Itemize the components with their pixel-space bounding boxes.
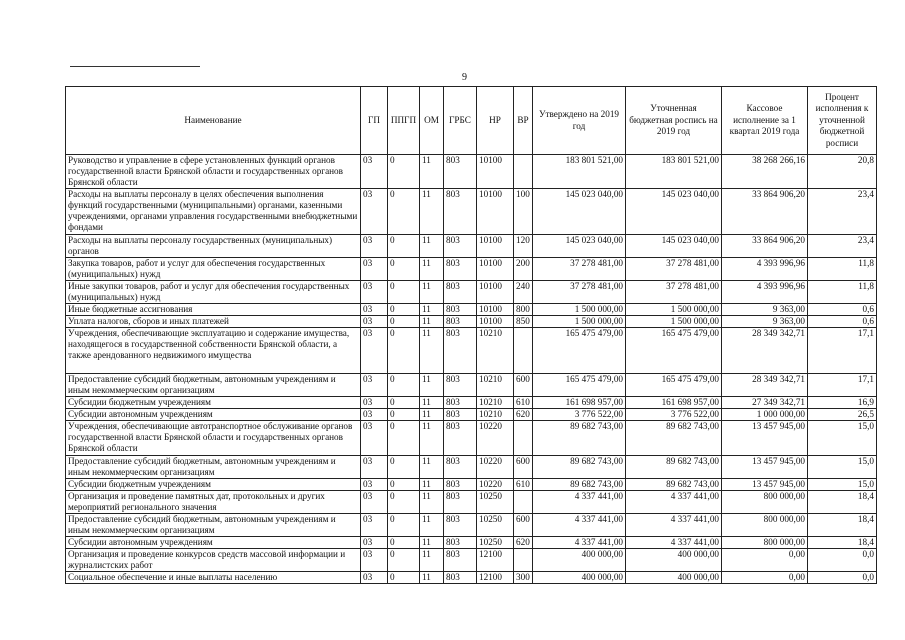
cell-vr: 620 <box>514 409 533 421</box>
cell-ppgp: 0 <box>388 421 420 456</box>
cell-ppgp: 0 <box>388 189 420 235</box>
cell-grbs: 803 <box>444 316 477 328</box>
cell-percent: 17,1 <box>808 374 877 397</box>
cell-np: 10210 <box>477 328 514 374</box>
cell-np: 10220 <box>477 456 514 479</box>
cell-gp: 03 <box>361 189 388 235</box>
cell-ppgp: 0 <box>388 479 420 491</box>
cell-om: 11 <box>420 537 444 549</box>
cell-np: 10100 <box>477 189 514 235</box>
cell-percent: 0,0 <box>808 572 877 584</box>
cell-grbs: 803 <box>444 374 477 397</box>
cell-refined: 89 682 743,00 <box>626 456 722 479</box>
header-ppgp: ППГП <box>388 87 420 155</box>
cell-percent: 0,6 <box>808 304 877 316</box>
table-row <box>66 491 877 514</box>
cell-grbs: 803 <box>444 304 477 316</box>
cell-vr <box>514 549 533 572</box>
cell-om: 11 <box>420 421 444 456</box>
cell-approved: 400 000,00 <box>533 572 626 584</box>
cell-approved: 89 682 743,00 <box>533 456 626 479</box>
cell-grbs: 803 <box>444 456 477 479</box>
cell-grbs: 803 <box>444 409 477 421</box>
cell-grbs: 803 <box>444 549 477 572</box>
cell-name: Субсидии автономным учреждениям <box>66 537 361 549</box>
cell-refined: 400 000,00 <box>626 549 722 572</box>
cell-np: 10250 <box>477 537 514 549</box>
header-approved: Утверждено на 2019 год <box>533 87 626 155</box>
cell-refined: 4 337 441,00 <box>626 514 722 537</box>
cell-ppgp: 0 <box>388 235 420 258</box>
cell-om: 11 <box>420 316 444 328</box>
cell-approved: 145 023 040,00 <box>533 189 626 235</box>
cell-gp: 03 <box>361 235 388 258</box>
cell-name: Предоставление субсидий бюджетным, автономным учреждениям и иным некоммерческим организациям <box>66 514 361 537</box>
cell-cash: 27 349 342,71 <box>722 397 808 409</box>
cell-approved: 183 801 521,00 <box>533 155 626 189</box>
cell-approved: 37 278 481,00 <box>533 258 626 281</box>
header-name: Наименование <box>66 87 361 155</box>
header-refined: Уточненная бюджетная роспись на 2019 год <box>626 87 722 155</box>
cell-om: 11 <box>420 304 444 316</box>
cell-vr: 800 <box>514 304 533 316</box>
cell-gp: 03 <box>361 328 388 374</box>
table-row <box>66 537 877 549</box>
cell-percent: 18,4 <box>808 537 877 549</box>
cell-ppgp: 0 <box>388 537 420 549</box>
cell-name: Уплата налогов, сборов и иных платежей <box>66 316 361 328</box>
cell-gp: 03 <box>361 572 388 584</box>
cell-name: Организация и проведение конкурсов средств массовой информации и журналистских работ <box>66 549 361 572</box>
table-row <box>66 304 877 316</box>
cell-grbs: 803 <box>444 479 477 491</box>
cell-np: 10220 <box>477 479 514 491</box>
cell-name: Иные закупки товаров, работ и услуг для обеспечения государственных (муниципальных) нужд <box>66 281 361 304</box>
cell-np: 10100 <box>477 155 514 189</box>
cell-name: Социальное обеспечение и иные выплаты населению <box>66 572 361 584</box>
cell-ppgp: 0 <box>388 281 420 304</box>
cell-np: 10100 <box>477 281 514 304</box>
cell-vr: 610 <box>514 397 533 409</box>
cell-ppgp: 0 <box>388 258 420 281</box>
cell-cash: 800 000,00 <box>722 514 808 537</box>
cell-percent: 0,6 <box>808 316 877 328</box>
cell-percent: 23,4 <box>808 235 877 258</box>
header-gp: ГП <box>361 87 388 155</box>
cell-om: 11 <box>420 456 444 479</box>
top-rule <box>70 66 200 67</box>
cell-cash: 800 000,00 <box>722 537 808 549</box>
cell-percent: 11,8 <box>808 281 877 304</box>
cell-np: 10100 <box>477 235 514 258</box>
table-row <box>66 235 877 258</box>
cell-vr: 120 <box>514 235 533 258</box>
cell-np: 10210 <box>477 374 514 397</box>
cell-refined: 165 475 479,00 <box>626 328 722 374</box>
cell-gp: 03 <box>361 491 388 514</box>
cell-grbs: 803 <box>444 537 477 549</box>
cell-gp: 03 <box>361 374 388 397</box>
table-row <box>66 189 877 235</box>
cell-approved: 4 337 441,00 <box>533 491 626 514</box>
cell-name: Расходы на выплаты персоналу государственных (муниципальных) органов <box>66 235 361 258</box>
table-row <box>66 316 877 328</box>
cell-grbs: 803 <box>444 281 477 304</box>
cell-gp: 03 <box>361 421 388 456</box>
cell-gp: 03 <box>361 397 388 409</box>
cell-ppgp: 0 <box>388 514 420 537</box>
cell-grbs: 803 <box>444 421 477 456</box>
cell-name: Закупка товаров, работ и услуг для обеспечения государственных (муниципальных) нужд <box>66 258 361 281</box>
cell-refined: 145 023 040,00 <box>626 235 722 258</box>
cell-vr <box>514 155 533 189</box>
cell-refined: 4 337 441,00 <box>626 537 722 549</box>
cell-gp: 03 <box>361 281 388 304</box>
cell-cash: 33 864 906,20 <box>722 235 808 258</box>
cell-approved: 145 023 040,00 <box>533 235 626 258</box>
cell-om: 11 <box>420 549 444 572</box>
cell-vr: 100 <box>514 189 533 235</box>
cell-om: 11 <box>420 491 444 514</box>
cell-vr: 300 <box>514 572 533 584</box>
cell-cash: 13 457 945,00 <box>722 479 808 491</box>
header-percent: Процент исполнения к уточненной бюджетной росписи <box>808 87 877 155</box>
cell-om: 11 <box>420 572 444 584</box>
cell-grbs: 803 <box>444 258 477 281</box>
cell-refined: 1 500 000,00 <box>626 316 722 328</box>
cell-percent: 15,0 <box>808 479 877 491</box>
cell-name: Организация и проведение памятных дат, протокольных и других мероприятий регионального значения <box>66 491 361 514</box>
table-row <box>66 572 877 584</box>
cell-cash: 0,00 <box>722 572 808 584</box>
cell-np: 10100 <box>477 304 514 316</box>
cell-percent: 18,4 <box>808 491 877 514</box>
cell-grbs: 803 <box>444 235 477 258</box>
cell-om: 11 <box>420 155 444 189</box>
cell-name: Предоставление субсидий бюджетным, автономным учреждениям и иным некоммерческим организациям <box>66 456 361 479</box>
cell-vr: 620 <box>514 537 533 549</box>
cell-approved: 1 500 000,00 <box>533 316 626 328</box>
budget-table <box>65 86 877 584</box>
cell-refined: 145 023 040,00 <box>626 189 722 235</box>
header-om: ОМ <box>420 87 444 155</box>
cell-approved: 3 776 522,00 <box>533 409 626 421</box>
cell-cash: 4 393 996,96 <box>722 258 808 281</box>
cell-vr: 850 <box>514 316 533 328</box>
cell-ppgp: 0 <box>388 409 420 421</box>
table-row <box>66 155 877 189</box>
cell-cash: 28 349 342,71 <box>722 328 808 374</box>
cell-grbs: 803 <box>444 328 477 374</box>
table-row <box>66 549 877 572</box>
cell-vr: 240 <box>514 281 533 304</box>
cell-om: 11 <box>420 258 444 281</box>
cell-grbs: 803 <box>444 514 477 537</box>
cell-vr: 600 <box>514 374 533 397</box>
cell-name: Учреждения, обеспечивающие эксплуатацию и содержание имущества, находящегося в государственной собственности Брянской области, а также арендованного недвижимого имущества <box>66 328 361 374</box>
cell-refined: 165 475 479,00 <box>626 374 722 397</box>
cell-percent: 18,4 <box>808 514 877 537</box>
cell-gp: 03 <box>361 304 388 316</box>
cell-refined: 89 682 743,00 <box>626 421 722 456</box>
cell-vr: 600 <box>514 456 533 479</box>
cell-percent: 20,8 <box>808 155 877 189</box>
cell-ppgp: 0 <box>388 304 420 316</box>
cell-vr <box>514 491 533 514</box>
cell-cash: 1 000 000,00 <box>722 409 808 421</box>
cell-percent: 11,8 <box>808 258 877 281</box>
cell-refined: 183 801 521,00 <box>626 155 722 189</box>
header-np: НР <box>477 87 514 155</box>
cell-refined: 1 500 000,00 <box>626 304 722 316</box>
table-header <box>66 87 877 155</box>
cell-np: 10210 <box>477 409 514 421</box>
cell-cash: 800 000,00 <box>722 491 808 514</box>
cell-np: 10100 <box>477 258 514 281</box>
table-row <box>66 328 877 374</box>
cell-ppgp: 0 <box>388 316 420 328</box>
cell-ppgp: 0 <box>388 549 420 572</box>
cell-percent: 23,4 <box>808 189 877 235</box>
cell-om: 11 <box>420 281 444 304</box>
cell-ppgp: 0 <box>388 328 420 374</box>
table-row <box>66 456 877 479</box>
cell-percent: 26,5 <box>808 409 877 421</box>
page-number: 9 <box>462 72 467 83</box>
cell-np: 10100 <box>477 316 514 328</box>
cell-refined: 161 698 957,00 <box>626 397 722 409</box>
header-vr: ВР <box>514 87 533 155</box>
cell-np: 10210 <box>477 397 514 409</box>
cell-ppgp: 0 <box>388 374 420 397</box>
cell-np: 10220 <box>477 421 514 456</box>
cell-refined: 37 278 481,00 <box>626 281 722 304</box>
cell-ppgp: 0 <box>388 572 420 584</box>
cell-name: Руководство и управление в сфере установленных функций органов государственной власти Брянской области и государственных органов Брянской области <box>66 155 361 189</box>
table-row <box>66 514 877 537</box>
cell-approved: 4 337 441,00 <box>533 514 626 537</box>
cell-cash: 33 864 906,20 <box>722 189 808 235</box>
cell-vr: 600 <box>514 514 533 537</box>
cell-approved: 1 500 000,00 <box>533 304 626 316</box>
table-row <box>66 258 877 281</box>
cell-approved: 161 698 957,00 <box>533 397 626 409</box>
cell-vr <box>514 328 533 374</box>
cell-percent: 17,1 <box>808 328 877 374</box>
cell-cash: 9 363,00 <box>722 304 808 316</box>
cell-approved: 37 278 481,00 <box>533 281 626 304</box>
cell-gp: 03 <box>361 258 388 281</box>
cell-om: 11 <box>420 235 444 258</box>
cell-name: Субсидии бюджетным учреждениям <box>66 479 361 491</box>
cell-percent: 16,9 <box>808 397 877 409</box>
cell-om: 11 <box>420 328 444 374</box>
cell-grbs: 803 <box>444 491 477 514</box>
cell-grbs: 803 <box>444 397 477 409</box>
cell-ppgp: 0 <box>388 491 420 514</box>
cell-approved: 400 000,00 <box>533 549 626 572</box>
cell-cash: 13 457 945,00 <box>722 456 808 479</box>
cell-percent: 15,0 <box>808 421 877 456</box>
header-cash: Кассовое исполнение за 1 квартал 2019 года <box>722 87 808 155</box>
cell-approved: 165 475 479,00 <box>533 328 626 374</box>
cell-percent: 15,0 <box>808 456 877 479</box>
cell-cash: 38 268 266,16 <box>722 155 808 189</box>
cell-gp: 03 <box>361 316 388 328</box>
cell-refined: 89 682 743,00 <box>626 479 722 491</box>
cell-ppgp: 0 <box>388 397 420 409</box>
cell-refined: 37 278 481,00 <box>626 258 722 281</box>
cell-approved: 89 682 743,00 <box>533 421 626 456</box>
cell-name: Иные бюджетные ассигнования <box>66 304 361 316</box>
cell-grbs: 803 <box>444 189 477 235</box>
cell-np: 12100 <box>477 572 514 584</box>
cell-vr: 610 <box>514 479 533 491</box>
cell-refined: 4 337 441,00 <box>626 491 722 514</box>
cell-gp: 03 <box>361 456 388 479</box>
table-row <box>66 409 877 421</box>
cell-grbs: 803 <box>444 155 477 189</box>
table-row <box>66 421 877 456</box>
cell-gp: 03 <box>361 537 388 549</box>
cell-om: 11 <box>420 374 444 397</box>
cell-grbs: 803 <box>444 572 477 584</box>
cell-ppgp: 0 <box>388 456 420 479</box>
cell-gp: 03 <box>361 549 388 572</box>
cell-gp: 03 <box>361 155 388 189</box>
cell-om: 11 <box>420 189 444 235</box>
cell-approved: 4 337 441,00 <box>533 537 626 549</box>
cell-ppgp: 0 <box>388 155 420 189</box>
cell-gp: 03 <box>361 479 388 491</box>
cell-cash: 0,00 <box>722 549 808 572</box>
table-row <box>66 281 877 304</box>
cell-name: Субсидии автономным учреждениям <box>66 409 361 421</box>
cell-approved: 165 475 479,00 <box>533 374 626 397</box>
cell-vr <box>514 421 533 456</box>
cell-refined: 3 776 522,00 <box>626 409 722 421</box>
cell-np: 12100 <box>477 549 514 572</box>
table-row <box>66 479 877 491</box>
cell-gp: 03 <box>361 514 388 537</box>
table-row <box>66 374 877 397</box>
cell-vr: 200 <box>514 258 533 281</box>
cell-cash: 13 457 945,00 <box>722 421 808 456</box>
cell-approved: 89 682 743,00 <box>533 479 626 491</box>
cell-gp: 03 <box>361 409 388 421</box>
cell-om: 11 <box>420 514 444 537</box>
table-body <box>66 155 877 584</box>
cell-percent: 0,0 <box>808 549 877 572</box>
cell-np: 10250 <box>477 514 514 537</box>
cell-cash: 28 349 342,71 <box>722 374 808 397</box>
cell-name: Предоставление субсидий бюджетным, автономным учреждениям и иным некоммерческим организациям <box>66 374 361 397</box>
cell-om: 11 <box>420 479 444 491</box>
cell-refined: 400 000,00 <box>626 572 722 584</box>
cell-np: 10250 <box>477 491 514 514</box>
header-grbs: ГРБС <box>444 87 477 155</box>
cell-om: 11 <box>420 397 444 409</box>
table-row <box>66 397 877 409</box>
cell-name: Учреждения, обеспечивающие автотранспортное обслуживание органов государственной власти Брянской области и государственных органов Брянской области <box>66 421 361 456</box>
cell-name: Расходы на выплаты персоналу в целях обеспечения выполнения функций государственными (муниципальными) органами, казенными учреждениями, органами управления государственными внебюджетными фондами <box>66 189 361 235</box>
cell-cash: 4 393 996,96 <box>722 281 808 304</box>
cell-name: Субсидии бюджетным учреждениям <box>66 397 361 409</box>
cell-om: 11 <box>420 409 444 421</box>
cell-cash: 9 363,00 <box>722 316 808 328</box>
